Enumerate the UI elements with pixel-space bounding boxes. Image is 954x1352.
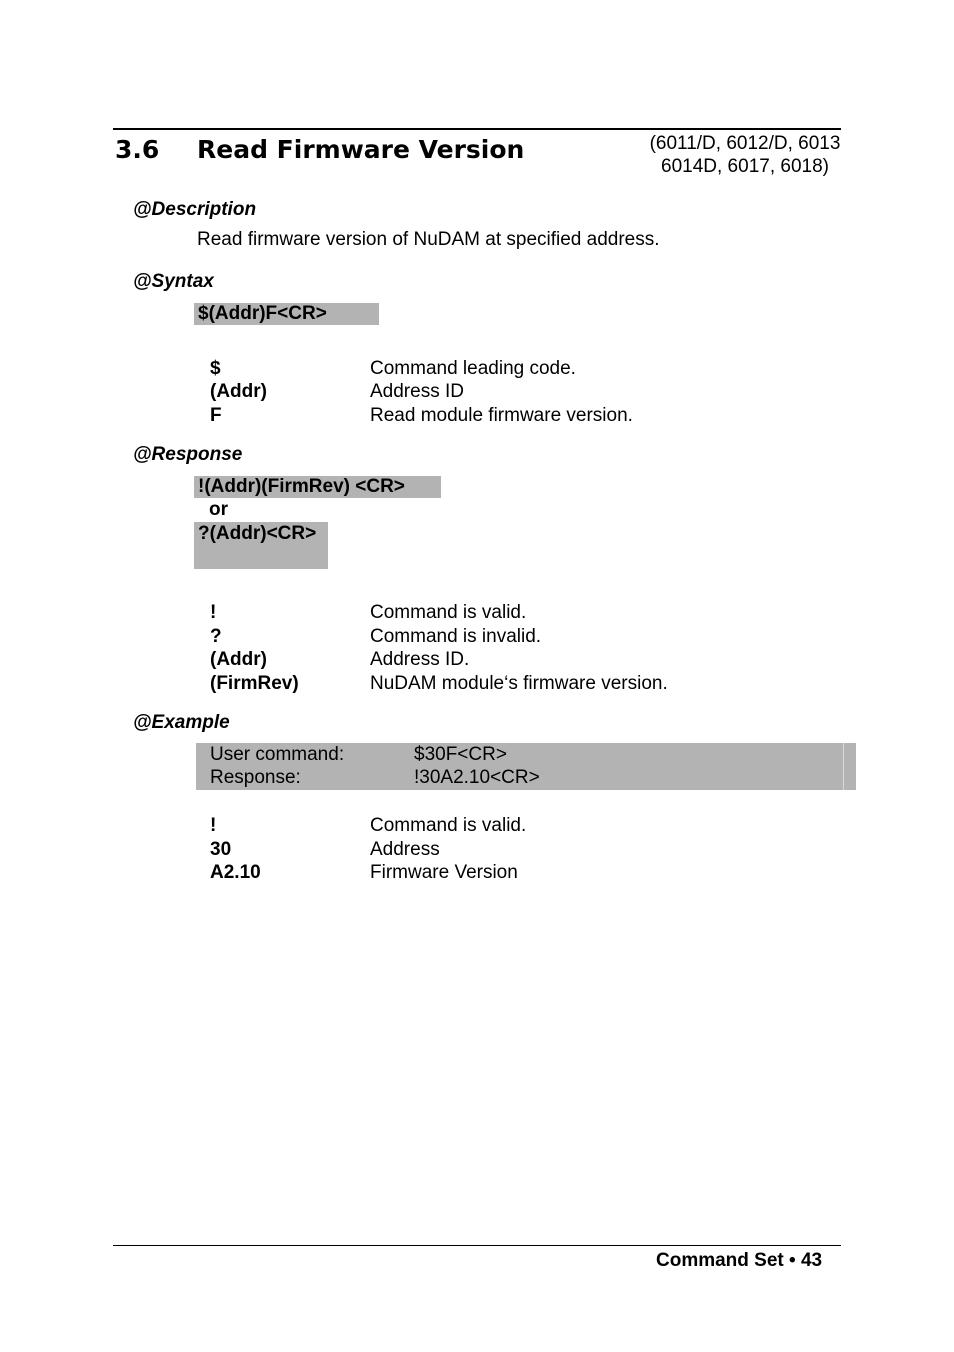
param-symbol: (Addr)	[210, 381, 267, 402]
param-symbol: 30	[210, 839, 232, 860]
models-line-2: 6014D, 6017, 6018)	[661, 156, 829, 177]
param-symbol: F	[210, 405, 222, 426]
response-valid-format: !(Addr)(FirmRev) <CR>	[194, 476, 441, 498]
section-title: Read Firmware Version	[197, 135, 525, 164]
param-definition: Command is valid.	[370, 815, 527, 836]
param-definition: Address ID	[370, 381, 464, 402]
footer-bullet: •	[789, 1250, 796, 1271]
footer-label: Command Set	[656, 1250, 784, 1271]
footer-rule	[113, 1245, 841, 1246]
example-response-value: !30A2.10<CR>	[414, 767, 540, 788]
param-symbol: !	[210, 602, 217, 623]
param-definition: Address ID.	[370, 649, 470, 670]
response-heading: @Response	[133, 444, 243, 465]
param-definition: Command leading code.	[370, 358, 576, 379]
response-or: or	[209, 499, 228, 520]
response-invalid-format: ?(Addr)<CR>	[194, 522, 328, 569]
param-symbol: $	[210, 358, 221, 379]
param-definition: Firmware Version	[370, 862, 518, 883]
param-definition: Command is invalid.	[370, 626, 542, 647]
param-symbol: (FirmRev)	[210, 673, 299, 694]
param-symbol: (Addr)	[210, 649, 267, 670]
example-response-label: Response:	[210, 767, 301, 788]
supported-models	[640, 132, 850, 178]
param-symbol: A2.10	[210, 862, 261, 883]
description-text: Read firmware version of NuDAM at specified address.	[197, 229, 660, 250]
syntax-heading: @Syntax	[133, 271, 214, 292]
param-symbol: !	[210, 815, 217, 836]
example-heading: @Example	[133, 712, 230, 733]
param-symbol: ?	[210, 626, 222, 647]
syntax-command: $(Addr)F<CR>	[194, 303, 379, 325]
example-box-divider	[843, 743, 844, 790]
param-definition: Read module firmware version.	[370, 405, 633, 426]
example-user-value: $30F<CR>	[414, 744, 507, 765]
section-number: 3.6	[115, 135, 160, 164]
example-user-label: User command:	[210, 744, 345, 765]
header-rule	[113, 128, 841, 130]
param-definition: NuDAM module‘s firmware version.	[370, 673, 668, 694]
description-heading: @Description	[133, 199, 257, 220]
param-definition: Command is valid.	[370, 602, 527, 623]
page-footer	[656, 1250, 822, 1272]
example-box	[196, 743, 856, 790]
models-line-1: (6011/D, 6012/D, 6013	[649, 133, 841, 154]
page-number: 43	[800, 1250, 823, 1271]
param-definition: Address	[370, 839, 440, 860]
